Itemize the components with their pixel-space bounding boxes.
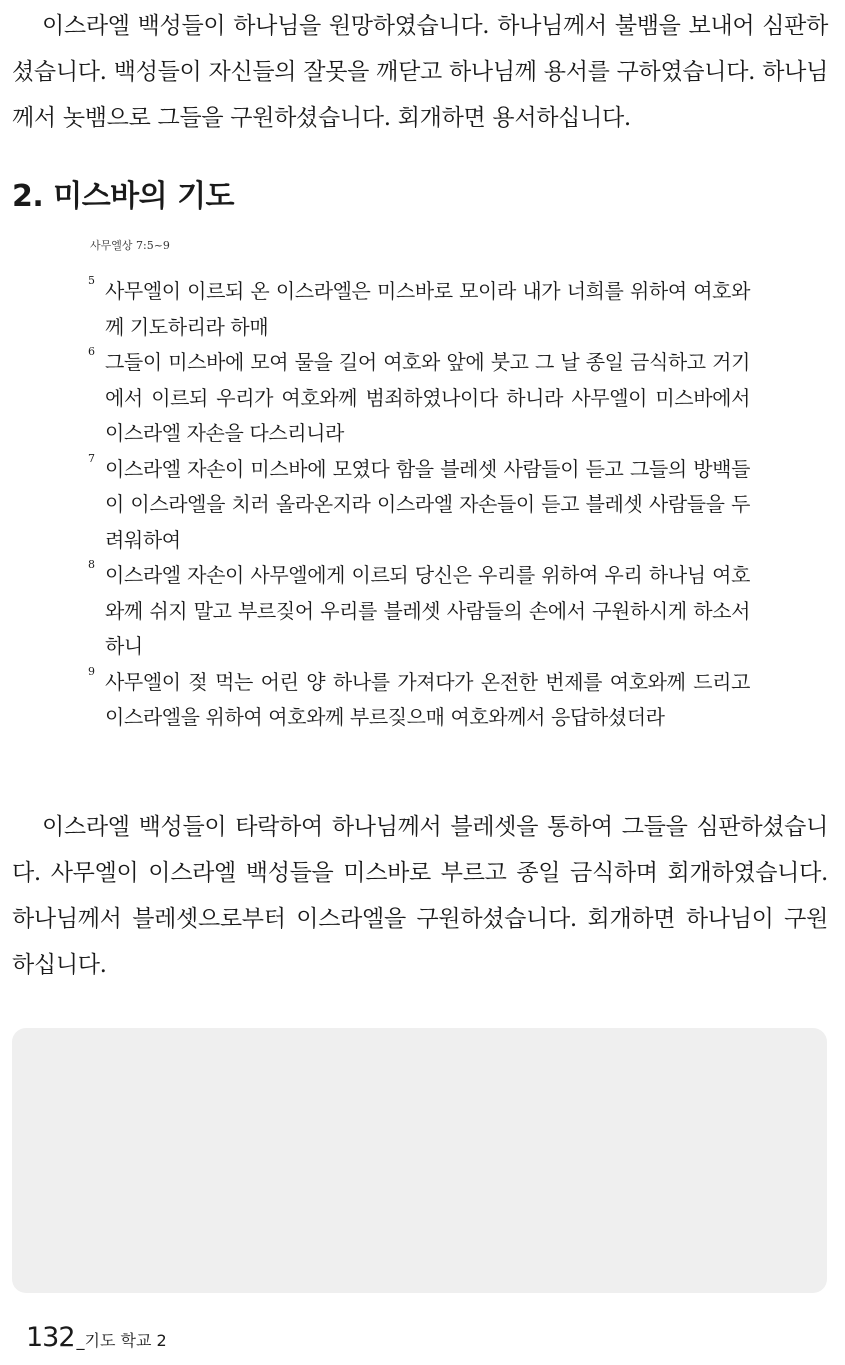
- verse-item: [88, 558, 750, 665]
- verse-number: 7: [88, 451, 95, 465]
- page-number: 132: [26, 1322, 75, 1353]
- verse-text: 그들이 미스바에 모여 물을 길어 여호와 앞에 붓고 그 날 종일 금식하고 거기에서 이르되 우리가 여호와께 범죄하였나이다 하니라 사무엘이 미스바에서 이스라엘 자손을 다스리니라: [105, 350, 750, 445]
- section-heading: 2. 미스바의 기도: [12, 179, 235, 214]
- scripture-reference: 사무엘상 7:5~9: [90, 239, 170, 252]
- summary-paragraph: 이스라엘 백성들이 타락하여 하나님께서 블레셋을 통하여 그들을 심판하셨습니다. 사무엘이 이스라엘 백성들을 미스바로 부르고 종일 금식하며 회개하였습니다. 하나님께서 블레셋으로부터 이스라엘을 구원하셨습니다. 회개하면 하나님이 구원하십니다.: [12, 814, 828, 978]
- verse-number: 9: [88, 664, 95, 678]
- verse-item: [88, 274, 750, 345]
- verse-item: [88, 345, 750, 452]
- page-footer: [26, 1318, 167, 1358]
- verse-item: [88, 452, 750, 559]
- verse-item: [88, 665, 750, 736]
- verse-number: 8: [88, 558, 95, 571]
- verse-text: 이스라엘 자손이 미스바에 모였다 함을 블레셋 사람들이 듣고 그들의 방백들이 이스라엘을 치러 올라온지라 이스라엘 자손들이 듣고 블레셋 사람들을 두려워하여: [105, 456, 750, 552]
- verse-text: 사무엘이 젖 먹는 어린 양 하나를 가져다가 온전한 번제를 여호와께 드리고 이스라엘을 위하여 여호와께 부르짖으매 여호와께서 응답하셨더라: [105, 669, 750, 729]
- verse-list: [88, 274, 750, 736]
- verse-text: 사무엘이 이르되 온 이스라엘은 미스바로 모이라 내가 너희를 위하여 여호와께 기도하리라 하매: [105, 279, 750, 339]
- verse-text: 이스라엘 자손이 사무엘에게 이르되 당신은 우리를 위하여 우리 하나님 여호와께 쉬지 말고 부르짖어 우리를 블레셋 사람들의 손에서 구원하시게 하소서 하니: [105, 563, 750, 658]
- verse-number: 6: [88, 345, 95, 358]
- intro-paragraph: 이스라엘 백성들이 하나님을 원망하였습니다. 하나님께서 불뱀을 보내어 심판하셨습니다. 백성들이 자신들의 잘못을 깨닫고 하나님께 용서를 구하였습니다. 하나님께서 놋뱀으로 그들을 구원하셨습니다. 회개하면 용서하십니다.: [12, 13, 828, 131]
- note-box: [12, 1028, 827, 1293]
- verse-number: 5: [88, 274, 95, 287]
- book-title: _기도 학교 2: [76, 1331, 167, 1350]
